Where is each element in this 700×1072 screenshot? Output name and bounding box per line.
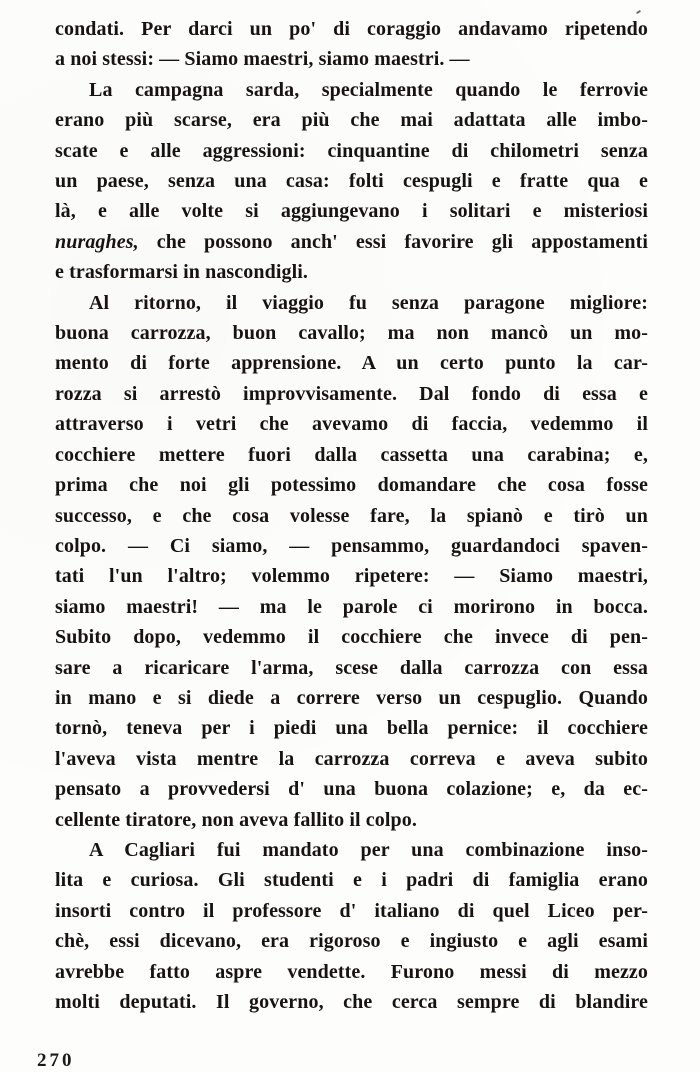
text-segment: tati l'un l'altro; volemmo ripetere: — Siamo maestri, [55, 565, 648, 588]
text-segment: lita e curiosa. Gli studenti e i padri di famiglia erano [55, 869, 648, 892]
text-segment: mento di forte apprensione. A un certo punto la car- [55, 352, 648, 375]
text-line [55, 683, 648, 713]
text-line [55, 805, 648, 835]
text-line [55, 835, 648, 865]
text-segment: l'aveva vista mentre la carrozza correva e aveva subito [55, 747, 648, 770]
text-line [55, 288, 648, 318]
text-line [55, 196, 648, 226]
text-line [55, 14, 648, 44]
text-segment: Al ritorno, il viaggio fu senza paragone migliore: [89, 291, 648, 314]
text-segment: tornò, teneva per i piedi una bella pernice: il cocchiere [55, 717, 648, 740]
text-line [55, 318, 648, 348]
text-segment: attraverso i vetri che avevamo di faccia, vedemmo il [55, 413, 648, 436]
text-segment: colpo. — Ci siamo, — pensammo, guardandoci spaven- [55, 534, 648, 557]
text-line [55, 744, 648, 774]
text-segment: che possono anch' essi favorire gli appostamenti [138, 230, 648, 253]
text-segment: a noi stessi: — Siamo maestri, siamo maestri. — [55, 48, 470, 71]
paragraph [55, 75, 648, 288]
text-segment: scate e alle aggressioni: cinquantine di chilometri senza [55, 139, 648, 162]
text-line [55, 561, 648, 591]
page-number: 270 [37, 1050, 75, 1071]
text-segment: prima che noi gli potessimo domandare che cosa fosse [55, 474, 648, 497]
text-line [55, 653, 648, 683]
text-line [55, 105, 648, 135]
text-segment: condati. Per darci un po' di coraggio andavamo ripetendo [55, 18, 648, 40]
text-segment: cellente tiratore, non aveva fallito il colpo. [55, 808, 417, 831]
text-block [55, 14, 648, 1017]
text-segment: A Cagliari fui mandato per una combinazione inso- [89, 838, 648, 861]
text-line [55, 896, 648, 926]
text-segment: e trasformarsi in nascondigli. [55, 261, 308, 284]
italic-word: nuraghes, [55, 230, 139, 253]
text-line [55, 348, 648, 378]
text-line [55, 257, 648, 287]
text-line [55, 926, 648, 956]
text-line [55, 713, 648, 743]
text-segment: rozza si arrestò improvvisamente. Dal fondo di essa e [55, 382, 648, 405]
text-line [55, 44, 648, 74]
text-segment: pensato a provvedersi d' una buona colazione; e, da ec- [55, 778, 648, 801]
text-line [55, 166, 648, 196]
text-segment: là, e alle volte si aggiungevano i solitari e misteriosi [55, 200, 648, 223]
text-line [55, 379, 648, 409]
text-line [55, 501, 648, 531]
text-line [55, 622, 648, 652]
text-segment: in mano e si diede a correre verso un cespuglio. Quando [55, 686, 648, 709]
text-segment: insorti contro il professore d' italiano di quel Liceo per- [55, 899, 648, 922]
text-segment: erano più scarse, era più che mai adattata alle imbo- [55, 109, 648, 132]
text-segment: siamo maestri! — ma le parole ci morirono in bocca. [55, 595, 648, 618]
text-line [55, 440, 648, 470]
text-segment: Subito dopo, vedemmo il cocchiere che invece di pen- [55, 626, 648, 649]
paragraph [55, 835, 648, 1017]
text-segment: buona carrozza, buon cavallo; ma non mancò un mo- [55, 322, 648, 345]
paragraph [55, 288, 648, 835]
text-segment: molti deputati. Il governo, che cerca sempre di blandire [55, 991, 648, 1013]
text-line [55, 75, 648, 105]
text-segment: avrebbe fatto aspre vendette. Furono messi di mezzo [55, 960, 648, 983]
text-line [55, 470, 648, 500]
text-line [55, 865, 648, 895]
text-line [55, 987, 648, 1017]
text-segment: sare a ricaricare l'arma, scese dalla carrozza con essa [55, 656, 648, 679]
text-line [55, 227, 648, 257]
text-segment: un paese, senza una casa: folti cespugli e fratte qua e [55, 170, 648, 193]
text-line [55, 531, 648, 561]
paragraph [55, 14, 648, 75]
text-line [55, 592, 648, 622]
text-line [55, 409, 648, 439]
text-line [55, 957, 648, 987]
text-segment: chè, essi dicevano, era rigoroso e ingiusto e agli esami [55, 930, 648, 953]
text-segment: cocchiere mettere fuori dalla cassetta una carabina; e, [55, 443, 648, 466]
text-line [55, 136, 648, 166]
text-line [55, 774, 648, 804]
text-segment: La campagna sarda, specialmente quando le ferrovie [89, 78, 648, 101]
text-segment: successo, e che cosa volesse fare, la spianò e tirò un [55, 504, 648, 527]
